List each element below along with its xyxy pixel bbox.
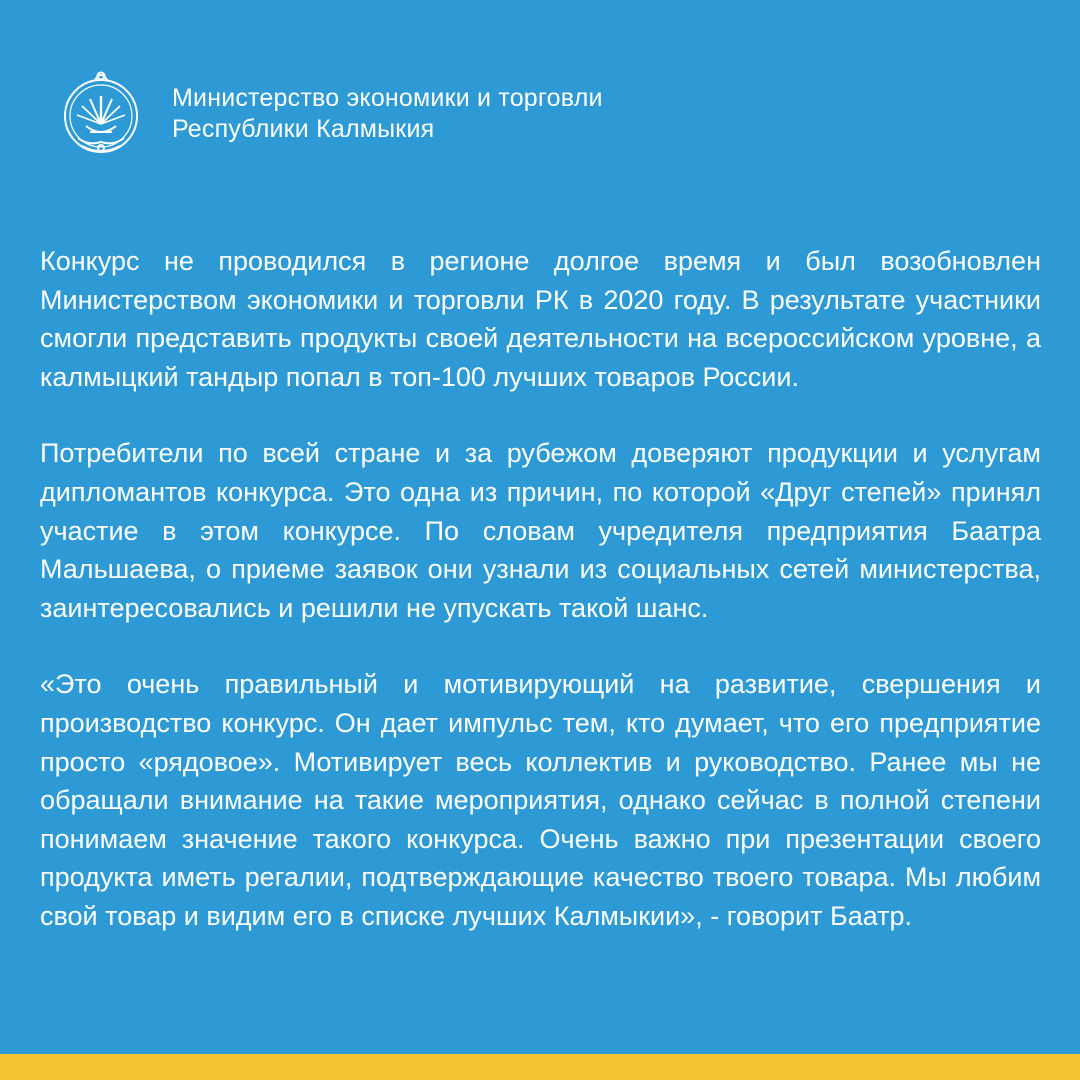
header (60, 68, 603, 160)
ministry-name-line2: Республики Калмыкия (172, 115, 435, 143)
kalmykia-emblem-icon (60, 68, 142, 160)
article-body (40, 242, 1041, 974)
paragraph-1: Конкурс не проводился в регионе долгое время и был возобновлен Министерством экономики и торговли РК в 2020 году. В результате участники смогли представить продукты своей деятельности на всероссийском уровне, а калмыцкий тандыр попал в топ-100 лучших товаров России. (40, 246, 1041, 392)
ministry-name-line1: Министерство экономики и торговли (172, 84, 603, 112)
ministry-name (172, 83, 603, 145)
paragraph-2: Потребители по всей стране и за рубежом доверяют продукции и услугам дипломантов конкурса. Это одна из причин, по которой «Друг степей» принял участие в этом конкурсе. По словам учредителя предприятия Баатра Мальшаева, о приеме заявок они узнали из социальных сетей министерства, заинтересовались и решили не упускать такой шанс. (40, 438, 1041, 623)
paragraph-3: «Это очень правильный и мотивирующий на развитие, свершения и производство конкурс. Он дает импульс тем, кто думает, что его предприятие просто «рядовое». Мотивирует весь коллектив и руководство. Ранее мы не обращали внимание на такие мероприятия, однако сейчас в полной степени понимаем значение такого конкурса. Очень важно при презентации своего продукта иметь регалии, подтверждающие качество твоего товара. Мы любим свой товар и видим его в списке лучших Калмыкии», - говорит Баатр. (40, 669, 1041, 931)
bottom-accent-bar (0, 1054, 1080, 1080)
